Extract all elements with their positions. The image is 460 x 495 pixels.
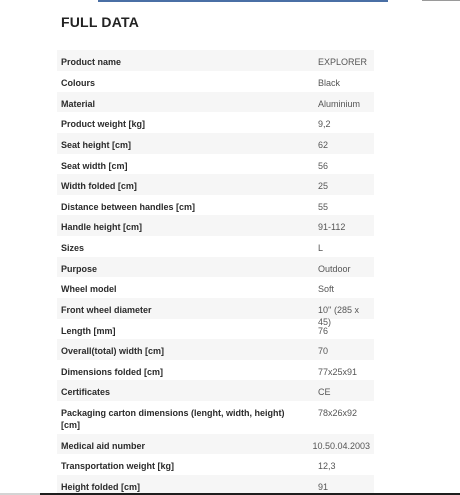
row-value: 55: [318, 202, 329, 212]
row-value: 56: [318, 161, 329, 171]
table-row: [57, 257, 374, 277]
row-label: Product name: [61, 57, 122, 67]
table-row: [57, 215, 374, 236]
row-value: EXPLORER: [318, 57, 368, 67]
row-label: Wheel model: [61, 284, 117, 294]
row-value: L: [318, 243, 324, 253]
row-value: 12,3: [318, 461, 336, 471]
row-value: 10.50.04.2003: [312, 441, 370, 451]
table-row: [57, 380, 374, 401]
table-row: [57, 401, 374, 434]
top-accent-bar: [98, 0, 388, 2]
table-row: [57, 434, 374, 454]
table-row: [57, 133, 374, 154]
row-label: Purpose: [61, 264, 98, 274]
row-label: Sizes: [61, 243, 85, 253]
row-value: 78x26x92: [318, 408, 358, 418]
table-row: [57, 195, 374, 215]
row-value: 10'' (285 x 45): [318, 305, 359, 327]
row-label: Overall(total) width [cm]: [61, 346, 165, 356]
row-value: CE: [318, 387, 331, 397]
row-value: Aluminium: [318, 99, 361, 109]
row-label: Length [mm]: [61, 326, 116, 336]
row-label: Material: [61, 99, 96, 109]
row-value: Outdoor: [318, 264, 351, 274]
row-value: 77x25x91: [318, 367, 358, 377]
table-row: [57, 92, 374, 112]
table-row: [57, 236, 374, 257]
row-label: Medical aid number: [61, 441, 146, 451]
row-label: Height folded [cm]: [61, 482, 140, 492]
table-row: [57, 71, 374, 92]
row-label: Certificates: [61, 387, 111, 397]
row-label: Seat width [cm]: [61, 161, 128, 171]
table-row: [57, 298, 374, 327]
row-label: Handle height [cm]: [61, 222, 143, 232]
table-row: [57, 360, 374, 380]
row-label: Dimensions folded [cm]: [61, 367, 164, 377]
table-row: [57, 112, 374, 133]
row-label: Front wheel diameter: [61, 305, 152, 315]
table-row: [57, 50, 374, 71]
row-value: 76: [318, 326, 329, 336]
table-row: [57, 154, 374, 174]
row-label: Width folded [cm]: [61, 181, 137, 191]
row-value: Black: [318, 78, 341, 88]
row-value: 9,2: [318, 119, 331, 129]
row-value: 91-112: [318, 222, 346, 232]
row-label: Packaging carton dimensions (lenght, width, height) [cm]: [61, 408, 285, 430]
table-row: [57, 174, 374, 195]
table-row: [57, 454, 374, 475]
row-value: 91: [318, 482, 329, 492]
row-label: Product weight [kg]: [61, 119, 145, 129]
row-label: Distance between handles [cm]: [61, 202, 196, 212]
row-value: 25: [318, 181, 329, 191]
row-label: Seat height [cm]: [61, 140, 132, 150]
row-value: Soft: [318, 284, 335, 294]
full-data-table: [57, 50, 374, 495]
table-row: [57, 475, 374, 495]
row-label: Transportation weight [kg]: [61, 461, 175, 471]
row-value: 62: [318, 140, 329, 150]
top-divider: [422, 0, 460, 1]
table-row: [57, 339, 374, 360]
row-value: 70: [318, 346, 329, 356]
table-row: [57, 277, 374, 298]
row-label: Colours: [61, 78, 96, 88]
section-heading: FULL DATA: [61, 14, 140, 30]
